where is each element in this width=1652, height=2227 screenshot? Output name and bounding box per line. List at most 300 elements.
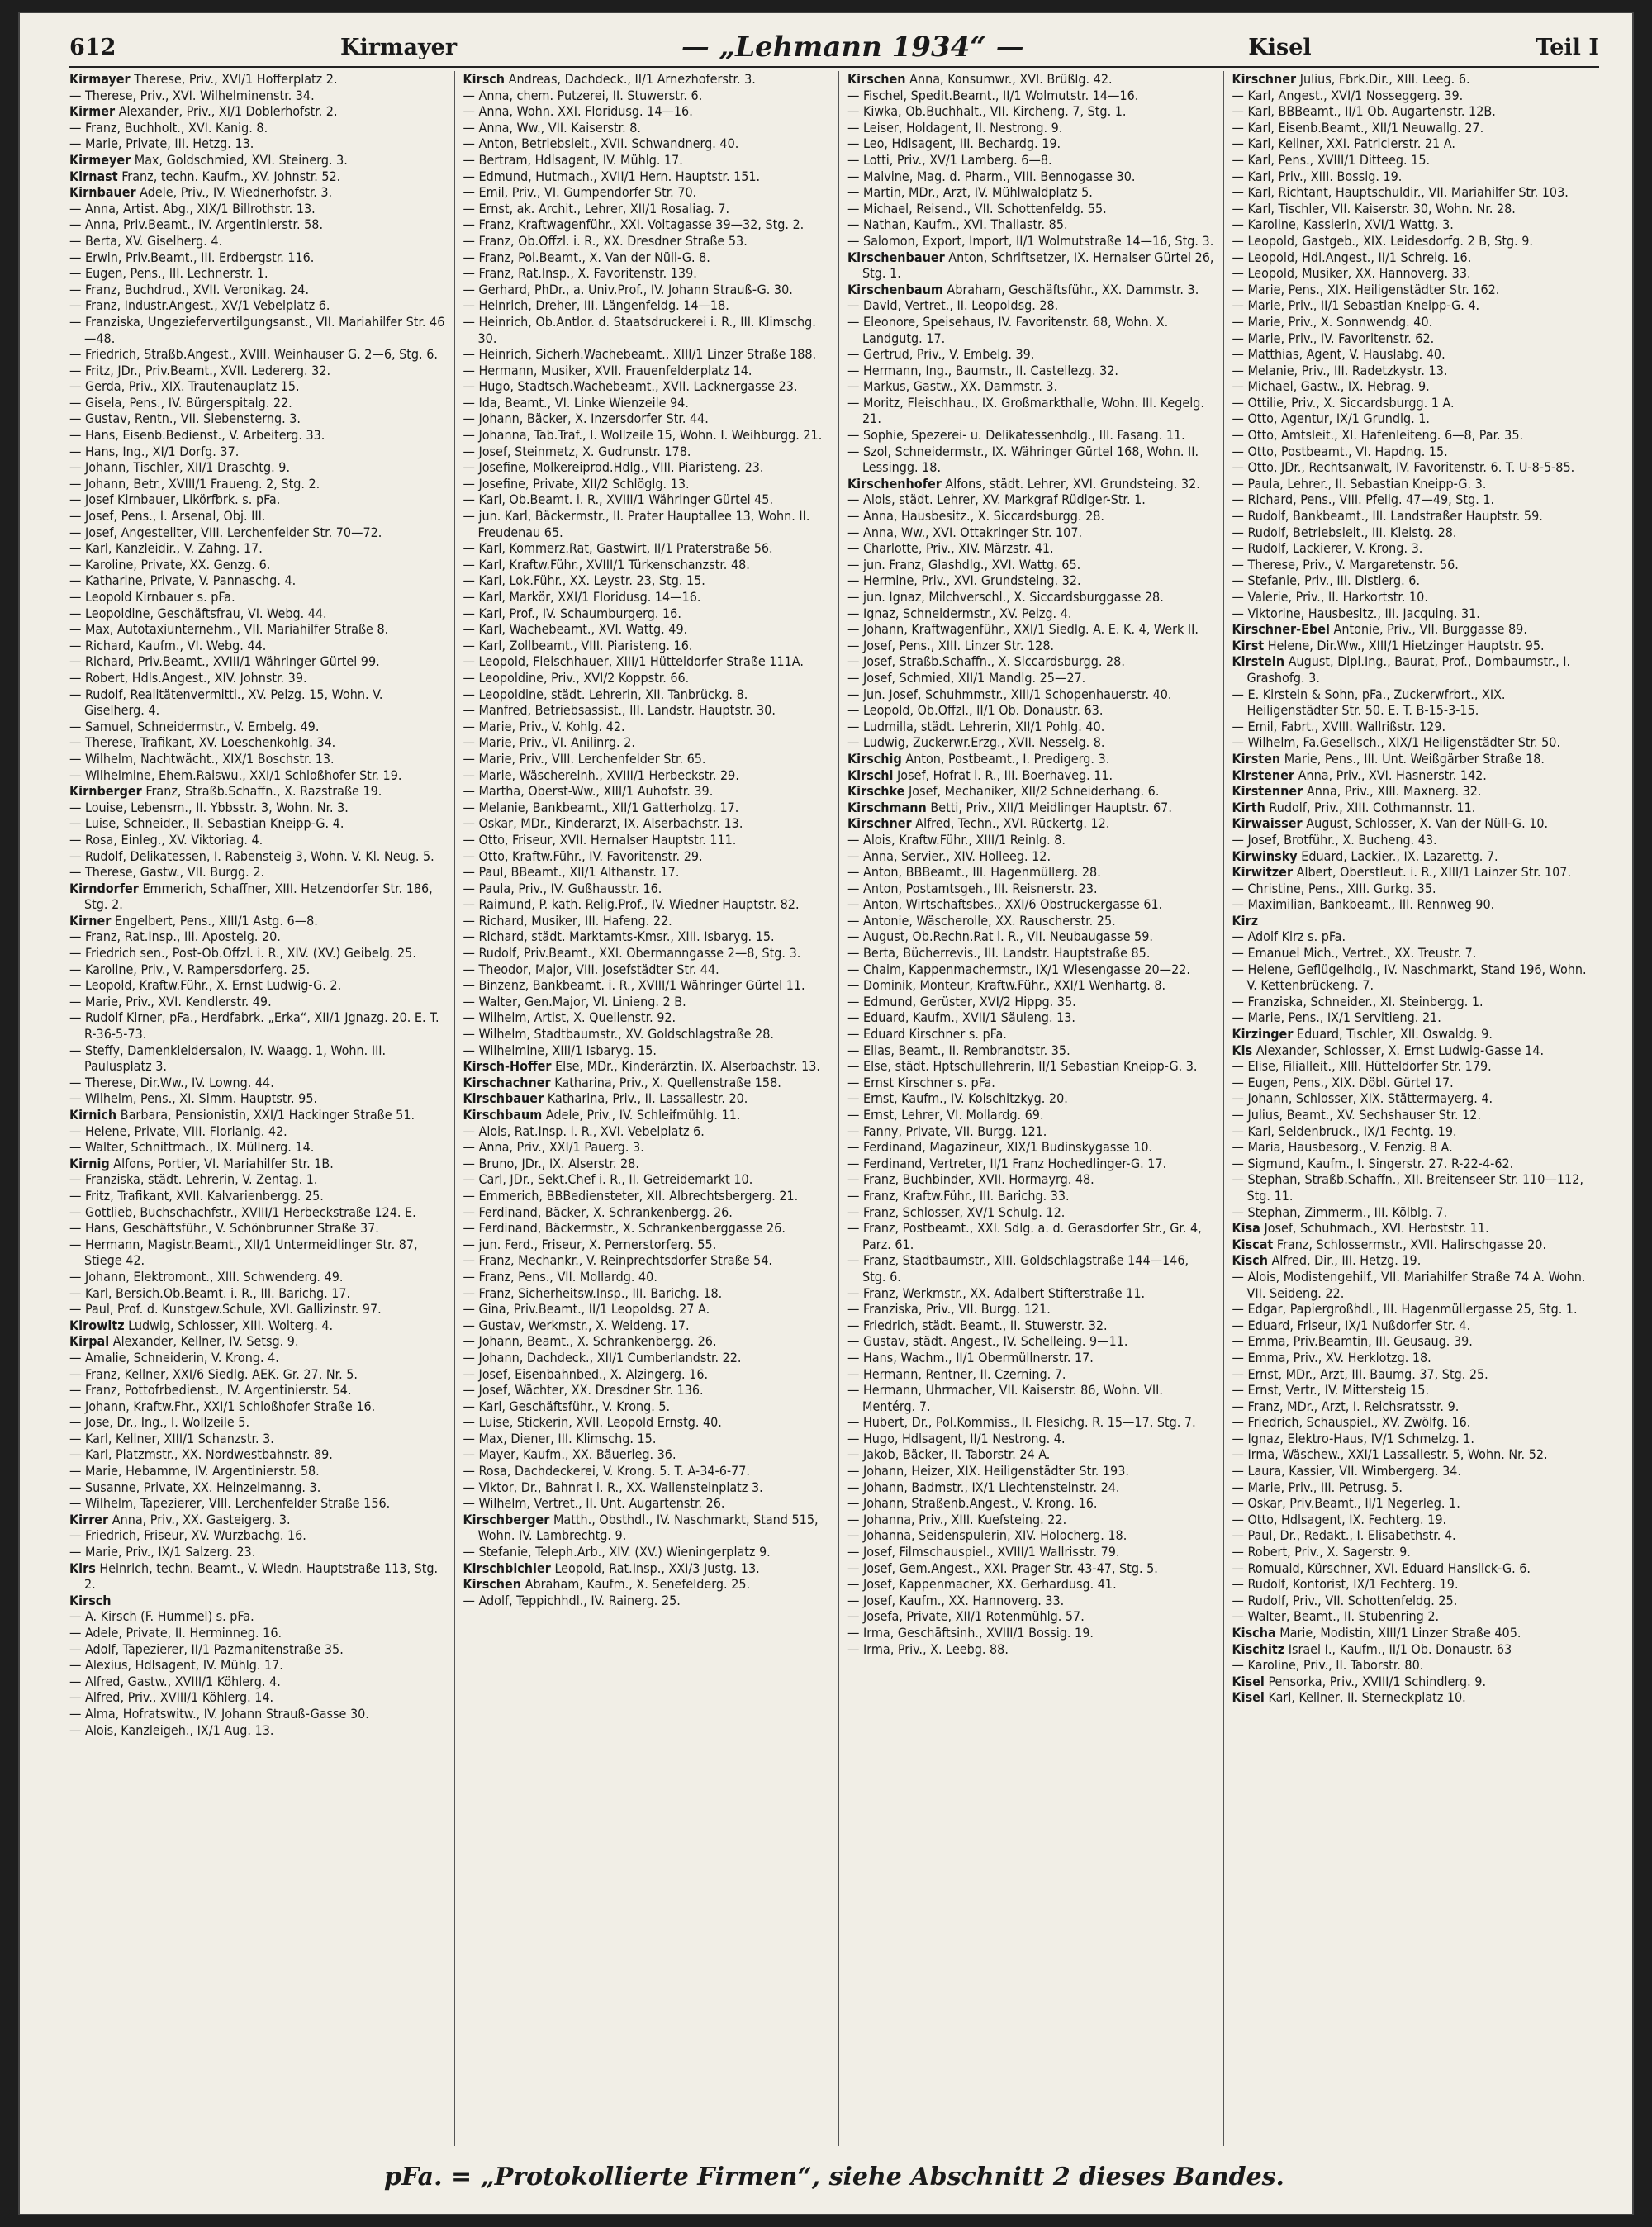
entry-surname: Kisa — [1232, 1220, 1260, 1237]
directory-entry — [463, 896, 831, 913]
entry-text: Josef, Schmied, XII/1 Mandlg. 25—27. — [862, 669, 1086, 686]
entry-text: Chaim, Kappenmachermstr., IX/1 Wiesengasse 20—22. — [862, 961, 1190, 977]
directory-entry — [1232, 1090, 1600, 1107]
directory-entry — [847, 702, 1215, 719]
entry-text: Karl, Pens., XVIII/1 Ditteeg. 15. — [1247, 151, 1431, 168]
entry-text: Anna, Artist. Abg., XIX/1 Billrothstr. 13. — [84, 200, 316, 216]
directory-entry — [847, 1593, 1215, 1609]
directory-entry — [69, 1689, 446, 1706]
entry-text: Steffy, Damenkleidersalon, IV. Waagg. 1, Wohn. III. Paulusplatz 3. — [84, 1042, 387, 1075]
directory-entry — [463, 1576, 831, 1593]
directory-entry — [847, 233, 1215, 249]
entry-text: Josef, Brotführ., X. Bucheng. 43. — [1247, 831, 1437, 848]
entry-text: Richard, städt. Marktamts-Kmsr., XIII. Isbaryg. 15. — [478, 928, 775, 945]
entry-text: Michael, Gastw., IX. Hebrag. 9. — [1247, 378, 1430, 395]
directory-entry — [69, 459, 446, 476]
entry-text: Wilhelm, Stadtbaumstr., XV. Goldschlagstraße 28. — [478, 1026, 774, 1042]
entry-text: Therese, Dir.Ww., IV. Lowng. 44. — [84, 1074, 274, 1090]
directory-entry — [463, 395, 831, 411]
entry-text: August, Ob.Rechn.Rat i. R., VII. Neubaugasse 59. — [862, 928, 1153, 945]
entry-text: Maria, Hausbesorg., V. Fenzig. 8 A. — [1247, 1139, 1453, 1156]
entry-text: Franz, Kraftwagenführ., XXI. Voltagasse 39—32, Stg. 2. — [478, 216, 805, 233]
entry-text: Heinrich, Ob.Antlor. d. Staatsdruckerei i. R., III. Klimschg. 30. — [477, 313, 816, 346]
entry-text: Edgar, Papiergroßhdl., III. Hagenmüllergasse 25, Stg. 1. — [1247, 1301, 1578, 1318]
directory-entry — [1232, 1075, 1600, 1091]
entry-text: Marie, Modistin, XIII/1 Linzer Straße 405. — [1279, 1625, 1521, 1641]
directory-entry — [847, 1171, 1215, 1188]
entry-text: Israel I., Kaufm., II/1 Ob. Donaustr. 63 — [1288, 1641, 1512, 1657]
directory-entry — [463, 1560, 831, 1577]
entry-text: Wilhelmine, XIII/1 Isbaryg. 15. — [478, 1042, 657, 1058]
entry-text: Eduard, Kaufm., XVII/1 Säuleng. 13. — [862, 1009, 1075, 1026]
directory-entry — [69, 1269, 446, 1285]
entry-text: Karl, Kellner, XIII/1 Schanzstr. 3. — [84, 1430, 274, 1446]
directory-entry — [69, 751, 446, 767]
directory-entry — [1232, 1009, 1600, 1026]
directory-entry — [1232, 395, 1600, 411]
entry-text: Hans, Wachm., II/1 Obermüllnerstr. 17. — [862, 1349, 1094, 1365]
directory-entry — [847, 395, 1215, 427]
directory-entry — [463, 913, 831, 929]
directory-entry — [847, 783, 1215, 800]
directory-entry — [847, 589, 1215, 605]
directory-entry — [847, 962, 1215, 978]
entry-text: Stephan, Zimmerm., III. Kölblg. 7. — [1247, 1204, 1448, 1220]
directory-entry — [1232, 1042, 1600, 1059]
entry-text: Rudolf, Delikatessen, I. Rabensteig 3, Wohn. V. Kl. Neug. 5. — [84, 848, 434, 864]
entry-text: Franz, Rat.Insp., X. Favoritenstr. 139. — [478, 265, 697, 282]
entry-text: Otto, Kraftw.Führ., IV. Favoritenstr. 29. — [478, 848, 703, 864]
directory-entry — [463, 1285, 831, 1302]
directory-entry — [463, 1512, 831, 1544]
entry-text: Josef, Eisenbahnbed., X. Alzingerg. 16. — [478, 1365, 709, 1382]
directory-entry — [463, 1252, 831, 1269]
entry-surname: Kiscat — [1232, 1236, 1274, 1252]
directory-entry — [1232, 1333, 1600, 1350]
directory-entry — [847, 120, 1215, 136]
directory-entry — [463, 201, 831, 217]
entry-surname: Kirwitzer — [1232, 864, 1294, 881]
directory-entry — [1232, 346, 1600, 363]
directory-entry — [69, 1657, 446, 1674]
entry-text: Josef, Kaufm., XX. Hannoverg. 33. — [862, 1592, 1065, 1608]
entry-text: Betti, Priv., XII/1 Meidlinger Hauptstr. 67. — [930, 799, 1172, 815]
directory-entry — [69, 1641, 446, 1658]
entry-text: Fritz, JDr., Priv.Beamt., XVII. Ledererg. 32. — [84, 362, 331, 378]
entry-text: Marie, Priv., XVI. Kendlerstr. 49. — [84, 993, 272, 1009]
entry-text: Josefa, Private, XII/1 Rotenmühlg. 57. — [862, 1608, 1085, 1625]
entry-surname: Kirs — [69, 1560, 96, 1576]
entry-text: Rudolf, Realitätenvermittl., XV. Pelzg. 15, Wohn. V. Giselherg. 4. — [84, 686, 383, 719]
directory-entry — [463, 346, 831, 363]
directory-entry — [463, 653, 831, 670]
directory-entry — [463, 1479, 831, 1496]
entry-text: Theodor, Major, VIII. Josefstädter Str. 44. — [478, 961, 719, 977]
entry-text: Anna, Priv., XX. Gasteigerg. 3. — [112, 1511, 291, 1527]
entry-text: Dominik, Monteur, Kraftw.Führ., XXI/1 Wenhartg. 8. — [862, 977, 1166, 994]
directory-entry — [463, 1139, 831, 1156]
directory-entry — [463, 1123, 831, 1140]
directory-entry — [463, 572, 831, 589]
entry-surname: Kirsten — [1232, 750, 1281, 767]
entry-text: Johanna, Tab.Traf., I. Wollzeile 15, Wohn. I. Weihburgg. 21. — [478, 427, 823, 444]
directory-entry — [463, 491, 831, 508]
entry-surname: Kirnbauer — [69, 184, 136, 201]
entry-text: Leopold, Musiker, XX. Hannoverg. 33. — [1247, 265, 1471, 282]
entry-text: Gertrud, Priv., V. Embelg. 39. — [862, 346, 1035, 363]
directory-entry — [69, 169, 446, 185]
entry-text: Karl, Geschäftsführ., V. Krong. 5. — [478, 1398, 671, 1414]
entry-text: Marie, Hebamme, IV. Argentinierstr. 58. — [84, 1463, 320, 1479]
entry-text: Karl, Platzmstr., XX. Nordwestbahnstr. 89. — [84, 1446, 333, 1463]
entry-text: Richard, Kaufm., VI. Webg. 44. — [84, 637, 267, 653]
directory-entry — [847, 1075, 1215, 1091]
directory-entry — [1232, 1026, 1600, 1042]
directory-entry — [1232, 459, 1600, 476]
entry-text: Ernst, ak. Archit., Lehrer, XII/1 Rosaliag. 7. — [478, 200, 730, 216]
entry-text: Alois, Kanzleigeh., IX/1 Aug. 13. — [84, 1721, 274, 1738]
entry-text: Karl, Kanzleidir., V. Zahng. 17. — [84, 540, 263, 557]
entry-text: Ida, Beamt., VI. Linke Wienzeile 94. — [478, 394, 689, 411]
entry-text: August, Dipl.Ing., Baurat, Prof., Dombaumstr., I. Grashofg. 3. — [1246, 653, 1571, 686]
directory-entry — [1232, 1123, 1600, 1140]
directory-entry — [1232, 1139, 1600, 1156]
entry-text: jun. Ignaz, Milchverschl., X. Siccardsburggasse 28. — [862, 589, 1164, 605]
entry-text: Laura, Kassier, VII. Wimbergerg. 34. — [1247, 1463, 1461, 1479]
entry-surname: Kirstein — [1232, 653, 1285, 670]
directory-entry — [463, 557, 831, 573]
directory-entry — [69, 1608, 446, 1625]
entry-text: Therese, Trafikant, XV. Loeschenkohlg. 34. — [84, 734, 336, 751]
entry-surname: Kirmayer — [69, 71, 131, 87]
directory-entry — [847, 1446, 1215, 1463]
directory-entry — [1232, 233, 1600, 249]
directory-entry — [69, 977, 446, 994]
directory-entry — [463, 1090, 831, 1107]
directory-entry — [847, 686, 1215, 703]
directory-entry — [1232, 815, 1600, 832]
entry-text: Karoline, Priv., V. Rampersdorferg. 25. — [84, 961, 311, 977]
entry-text: Paula, Lehrer., II. Sebastian Kneipp-G. 3. — [1247, 475, 1487, 491]
entry-text: Alois, Modistengehilf., VII. Mariahilfer Straße 74 A. Wohn. VII. Seideng. 22. — [1246, 1268, 1586, 1301]
entry-text: Bertram, Hdlsagent, IV. Mühlg. 17. — [478, 151, 683, 168]
directory-entry — [847, 1107, 1215, 1123]
directory-entry — [847, 1641, 1215, 1658]
entry-text: Karl, Tischler, VII. Kaiserstr. 30, Wohn. Nr. 28. — [1247, 200, 1516, 216]
entry-text: Friedrich, Friseur, XV. Wurzbachg. 16. — [84, 1527, 306, 1544]
directory-entry — [1232, 734, 1600, 751]
entry-text: Leopold Kirnbauer s. pFa. — [84, 589, 235, 605]
directory-entry — [69, 508, 446, 525]
entry-text: Franz, Stadtbaumstr., XIII. Goldschlagstraße 144—146, Stg. 6. — [862, 1252, 1189, 1284]
directory-entry — [463, 815, 831, 832]
directory-entry — [1232, 1560, 1600, 1577]
entry-text: Josef, Kappenmacher, XX. Gerhardusg. 41. — [862, 1576, 1117, 1593]
directory-entry — [69, 589, 446, 605]
entry-text: Franz, Postbeamt., XXI. Sdlg. a. d. Gerasdorfer Str., Gr. 4, Parz. 61. — [862, 1220, 1202, 1252]
directory-entry — [1232, 135, 1600, 152]
directory-entry — [463, 540, 831, 557]
directory-entry — [69, 1479, 446, 1496]
entry-text: Malvine, Mag. d. Pharm., VIII. Bennogasse 30. — [862, 168, 1136, 184]
entry-text: Rudolf, Priv., VII. Schottenfeldg. 25. — [1247, 1592, 1458, 1608]
directory-entry — [1232, 896, 1600, 913]
entry-text: Karl, Wachebeamt., XVI. Wattg. 49. — [478, 621, 688, 638]
directory-entry — [847, 476, 1215, 492]
header-title: — „Lehmann 1934“ — — [681, 31, 1024, 64]
directory-entry — [69, 1350, 446, 1366]
directory-entry — [847, 1479, 1215, 1496]
entry-text: Gerda, Priv., XIX. Trautenauplatz 15. — [84, 378, 300, 395]
entry-text: Matth., Obsthdl., IV. Naschmarkt, Stand 515, Wohn. IV. Lambrechtg. 9. — [477, 1511, 819, 1544]
entry-text: Eduard Kirschner s. pFa. — [862, 1026, 1007, 1042]
directory-entry — [1232, 589, 1600, 605]
directory-entry — [1232, 1204, 1600, 1221]
entry-text: Wilhelmine, Ehem.Raiswu., XXI/1 Schloßhofer Str. 19. — [84, 767, 402, 783]
entry-surname: Kirstenner — [1232, 783, 1303, 800]
entry-text: Therese, Gastw., VII. Burgg. 2. — [84, 864, 265, 881]
directory-entry — [69, 1560, 446, 1593]
entry-text: Ludwig, Zuckerwr.Erzg., XVII. Nesselg. 8. — [862, 734, 1105, 751]
entry-text: Carl, JDr., Sekt.Chef i. R., II. Getreidemarkt 10. — [478, 1171, 753, 1188]
entry-text: Franz, Mechankr., V. Reinprechtsdorfer Straße 54. — [478, 1252, 772, 1269]
directory-entry — [463, 945, 831, 962]
directory-entry — [847, 994, 1215, 1010]
entry-text: Rosa, Dachdeckerei, V. Krong. 5. T. A-34-6-77. — [478, 1463, 750, 1479]
directory-entry — [847, 201, 1215, 217]
directory-entry — [69, 1366, 446, 1383]
entry-text: Hermann, Musiker, XVII. Frauenfelderplatz 14. — [478, 362, 752, 378]
entry-text: Rudolf, Betriebsleit., III. Kleistg. 28. — [1247, 524, 1457, 540]
directory-entry — [69, 363, 446, 379]
directory-entry — [1232, 1318, 1600, 1334]
directory-entry — [69, 297, 446, 314]
directory-entry — [463, 1463, 831, 1479]
entry-text: Adolf, Teppichhdl., IV. Rainerg. 25. — [478, 1592, 681, 1608]
directory-entry — [847, 314, 1215, 346]
directory-entry — [69, 864, 446, 881]
directory-entry — [463, 1058, 831, 1075]
directory-entry — [1232, 800, 1600, 816]
entry-text: Josef, Gem.Angest., XXI. Prager Str. 43-47, Stg. 5. — [862, 1560, 1158, 1576]
directory-entry — [69, 476, 446, 492]
entry-text: Sophie, Spezerei- u. Delikatessenhdlg., III. Fasang. 11. — [862, 427, 1185, 444]
directory-entry — [69, 201, 446, 217]
entry-text: Hugo, Hdlsagent, II/1 Nestrong. 4. — [862, 1430, 1066, 1446]
directory-entry — [1232, 1269, 1600, 1301]
header-left-word: Kirmayer — [339, 34, 458, 60]
entry-text: Johann, Schlosser, XIX. Stättermayerg. 4. — [1247, 1090, 1493, 1107]
entry-text: Salomon, Export, Import, II/1 Wolmutstraße 14—16, Stg. 3. — [862, 232, 1214, 249]
entry-text: Josef, Hofrat i. R., III. Boerhaveg. 11. — [897, 767, 1113, 783]
directory-entry — [463, 152, 831, 169]
directory-entry — [1232, 1220, 1600, 1237]
entry-text: Jakob, Bäcker, II. Taborstr. 24 A. — [862, 1446, 1051, 1463]
directory-entry — [1232, 832, 1600, 848]
directory-entry — [69, 1463, 446, 1479]
directory-entry — [1232, 201, 1600, 217]
directory-entry — [847, 896, 1215, 913]
entry-text: Karl, Bersich.Ob.Beamt. i. R., III. Barichg. 17. — [84, 1284, 351, 1301]
directory-entry — [1232, 994, 1600, 1010]
entry-text: Paul, Prof. d. Kunstgew.Schule, XVI. Gallizinstr. 97. — [84, 1301, 382, 1318]
directory-entry — [847, 1090, 1215, 1107]
directory-entry — [69, 734, 446, 751]
page-footer: pFa. = „Protokollierte Firmen“, siehe Abschnitt 2 dieses Bandes. — [384, 2163, 1284, 2191]
entry-text: Franz, Pens., VII. Mollardg. 40. — [478, 1268, 657, 1284]
directory-entry — [847, 1220, 1215, 1252]
directory-entry — [1232, 686, 1600, 719]
entry-text: Franziska, Ungeziefervertilgungsanst., VII. Mariahilfer Str. 46—48. — [84, 313, 445, 346]
directory-entry — [69, 1237, 446, 1269]
directory-entry — [847, 508, 1215, 525]
entry-surname: Kirschenbaum — [847, 281, 943, 297]
entry-text: Franz, Werkmstr., XX. Adalbert Stifterstraße 11. — [862, 1284, 1146, 1301]
entry-text: Louise, Lebensm., II. Ybbsstr. 3, Wohn. Nr. 3. — [84, 799, 349, 815]
entry-surname: Kirschke — [847, 783, 905, 800]
directory-entry — [1232, 751, 1600, 767]
directory-entry — [463, 1026, 831, 1042]
entry-text: Anna, chem. Putzerei, II. Stuwerstr. 6. — [478, 87, 703, 103]
directory-entry — [463, 719, 831, 735]
entry-text: Karl, Eisenb.Beamt., XII/1 Neuwallg. 27. — [1247, 119, 1484, 135]
directory-entry — [69, 1382, 446, 1398]
entry-text: Wilhelm, Vertret., II. Unt. Augartenstr. 26. — [478, 1495, 725, 1512]
entry-text: Franziska, Priv., VII. Burgg. 121. — [862, 1301, 1051, 1318]
directory-entry — [69, 1220, 446, 1237]
directory-entry — [463, 249, 831, 266]
directory-entry — [69, 605, 446, 622]
entry-text: Ferdinand, Magazineur, XIX/1 Budinskygasse 10. — [862, 1139, 1153, 1156]
entry-text: Alexius, Hdlsagent, IV. Mühlg. 17. — [84, 1657, 283, 1674]
entry-text: Rosa, Einleg., XV. Viktoriag. 4. — [84, 831, 263, 848]
directory-entry — [69, 1318, 446, 1334]
entry-text: Stephan, Straßb.Schaffn., XII. Breitenseer Str. 110—112, Stg. 11. — [1246, 1171, 1583, 1204]
entry-text: Karl, Seidenbruck., IX/1 Fechtg. 19. — [1247, 1123, 1457, 1139]
directory-entry — [847, 71, 1215, 88]
directory-entry — [1232, 1350, 1600, 1366]
directory-entry — [1232, 719, 1600, 735]
directory-entry — [847, 216, 1215, 233]
entry-surname: Kirrer — [69, 1511, 109, 1527]
directory-entry — [847, 800, 1215, 816]
directory-entry — [69, 1398, 446, 1415]
directory-entry — [1232, 1544, 1600, 1560]
entry-text: Romuald, Kürschner, XVI. Eduard Hanslick-G. 6. — [1247, 1560, 1531, 1576]
entry-text: Josef, Steinmetz, X. Gudrunstr. 178. — [478, 443, 691, 459]
directory-entry — [69, 1544, 446, 1560]
directory-entry — [69, 1301, 446, 1318]
entry-text: Franz, techn. Kaufm., XV. Johnstr. 52. — [121, 168, 341, 184]
entry-text: Leo, Hdlsagent, III. Bechardg. 19. — [862, 135, 1061, 152]
entry-text: Eduard, Tischler, XII. Oswaldg. 9. — [1297, 1026, 1493, 1042]
directory-entry — [1232, 491, 1600, 508]
directory-entry — [1232, 1689, 1600, 1706]
directory-entry — [1232, 1527, 1600, 1544]
entry-text: Paul, Dr., Redakt., I. Elisabethstr. 4. — [1247, 1527, 1456, 1544]
directory-entry — [847, 913, 1215, 929]
entry-text: Ludmilla, städt. Lehrerin, XII/1 Pohlg. 40. — [862, 718, 1105, 734]
entry-text: Albert, Oberstleut. i. R., XIII/1 Lainzer Str. 107. — [1296, 864, 1572, 881]
entry-surname: Kirschen — [463, 1576, 522, 1593]
directory-entry — [847, 378, 1215, 395]
directory-entry — [847, 1123, 1215, 1140]
entry-text: Christine, Pens., XIII. Gurkg. 35. — [1247, 880, 1436, 896]
directory-entry — [1232, 605, 1600, 622]
entry-text: Franz, Pottofrbedienst., IV. Argentinierstr. 54. — [84, 1382, 352, 1398]
entry-text: Johann, Beamt., X. Schrankenbergg. 26. — [478, 1333, 717, 1350]
entry-text: Oskar, MDr., Kinderarzt, IX. Alserbachstr. 13. — [478, 815, 743, 832]
entry-text: Helene, Geflügelhdlg., IV. Naschmarkt, Stand 196, Wohn. V. Kettenbrückeng. 7. — [1246, 961, 1587, 994]
entry-text: Gustav, Rentn., VII. Siebensterng. 3. — [84, 411, 301, 427]
entry-text: Amalie, Schneiderin, V. Krong. 4. — [84, 1349, 279, 1365]
directory-entry — [69, 621, 446, 638]
entry-text: Ferdinand, Vertreter, II/1 Franz Hochedlinger-G. 17. — [862, 1155, 1167, 1171]
directory-entry — [69, 638, 446, 654]
directory-entry — [463, 184, 831, 201]
entry-text: Karoline, Priv., II. Taborstr. 80. — [1247, 1657, 1424, 1674]
directory-entry — [847, 88, 1215, 104]
entry-text: Alexander, Priv., XI/1 Doblerhofstr. 2. — [118, 103, 338, 120]
directory-entry — [463, 686, 831, 703]
directory-entry — [1232, 1171, 1600, 1204]
directory-entry — [463, 1042, 831, 1059]
directory-entry — [463, 864, 831, 881]
directory-entry — [69, 1204, 446, 1221]
entry-text: Szol, Schneidermstr., IX. Währinger Gürtel 168, Wohn. II. Lessingg. 18. — [862, 443, 1199, 476]
entry-text: Nathan, Kaufm., XVI. Thaliastr. 85. — [862, 216, 1068, 233]
directory-entry — [1232, 1674, 1600, 1690]
entry-text: Rudolf, Priv., XIII. Cothmannstr. 11. — [1269, 799, 1476, 815]
entry-text: Anna, Hausbesitz., X. Siccardsburgg. 28. — [862, 508, 1104, 525]
entry-text: Johann, Kraftwagenführ., XXI/1 Siedlg. A. E. K. 4, Werk II. — [862, 621, 1199, 638]
entry-surname: Kisel — [1232, 1689, 1265, 1706]
entry-text: Gustav, städt. Angest., IV. Schelleing. 9—11. — [862, 1333, 1128, 1350]
directory-entry — [69, 1674, 446, 1690]
page-number: 612 — [69, 34, 116, 60]
entry-text: Hermine, Priv., XVI. Grundsteing. 32. — [862, 572, 1081, 589]
entry-text: Emmerich, BBBediensteter, XII. Albrechtsbergerg. 21. — [478, 1187, 799, 1204]
entry-text: Elias, Beamt., II. Rembrandtstr. 35. — [862, 1042, 1070, 1058]
directory-entry — [1232, 1398, 1600, 1415]
directory-entry — [1232, 1382, 1600, 1398]
directory-entry — [463, 800, 831, 816]
entry-text: Alexander, Schlosser, X. Ernst Ludwig-Gasse 14. — [1256, 1042, 1545, 1058]
entry-text: Marie, Private, III. Hetzg. 13. — [84, 135, 254, 152]
directory-entry — [69, 1722, 446, 1739]
entry-text: Wilhelm, Tapezierer, VIII. Lerchenfelder Straße 156. — [84, 1495, 391, 1512]
directory-entry — [69, 1446, 446, 1463]
directory-entry — [463, 282, 831, 298]
directory-entry — [69, 120, 446, 136]
directory-entry — [847, 1333, 1215, 1350]
entry-text: Rudolf, Kontorist, IX/1 Fechterg. 19. — [1247, 1576, 1459, 1593]
entry-text: Katharina, Priv., II. Lassallestr. 20. — [547, 1090, 748, 1107]
entry-text: Marie, Pens., III. Unt. Weißgärber Straße 18. — [1284, 750, 1545, 767]
directory-entry — [69, 1285, 446, 1302]
directory-entry — [463, 1544, 831, 1560]
entry-text: Josef, Angestellter, VIII. Lerchenfelder Str. 70—72. — [84, 524, 382, 540]
entry-surname: Kirwinsky — [1232, 848, 1298, 864]
entry-surname: Kirstener — [1232, 767, 1295, 783]
entry-text: jun. Josef, Schuhmmstr., XIII/1 Schopenhauerstr. 40. — [862, 686, 1172, 702]
directory-entry — [1232, 508, 1600, 525]
entry-text: Leopoldine, Priv., XVI/2 Koppstr. 66. — [478, 669, 690, 686]
directory-entry — [463, 751, 831, 767]
entry-text: Katharina, Priv., X. Quellenstraße 158. — [554, 1074, 781, 1090]
directory-entry — [69, 444, 446, 460]
entry-text: Hans, Eisenb.Bedienst., V. Arbeiterg. 33. — [84, 427, 325, 444]
